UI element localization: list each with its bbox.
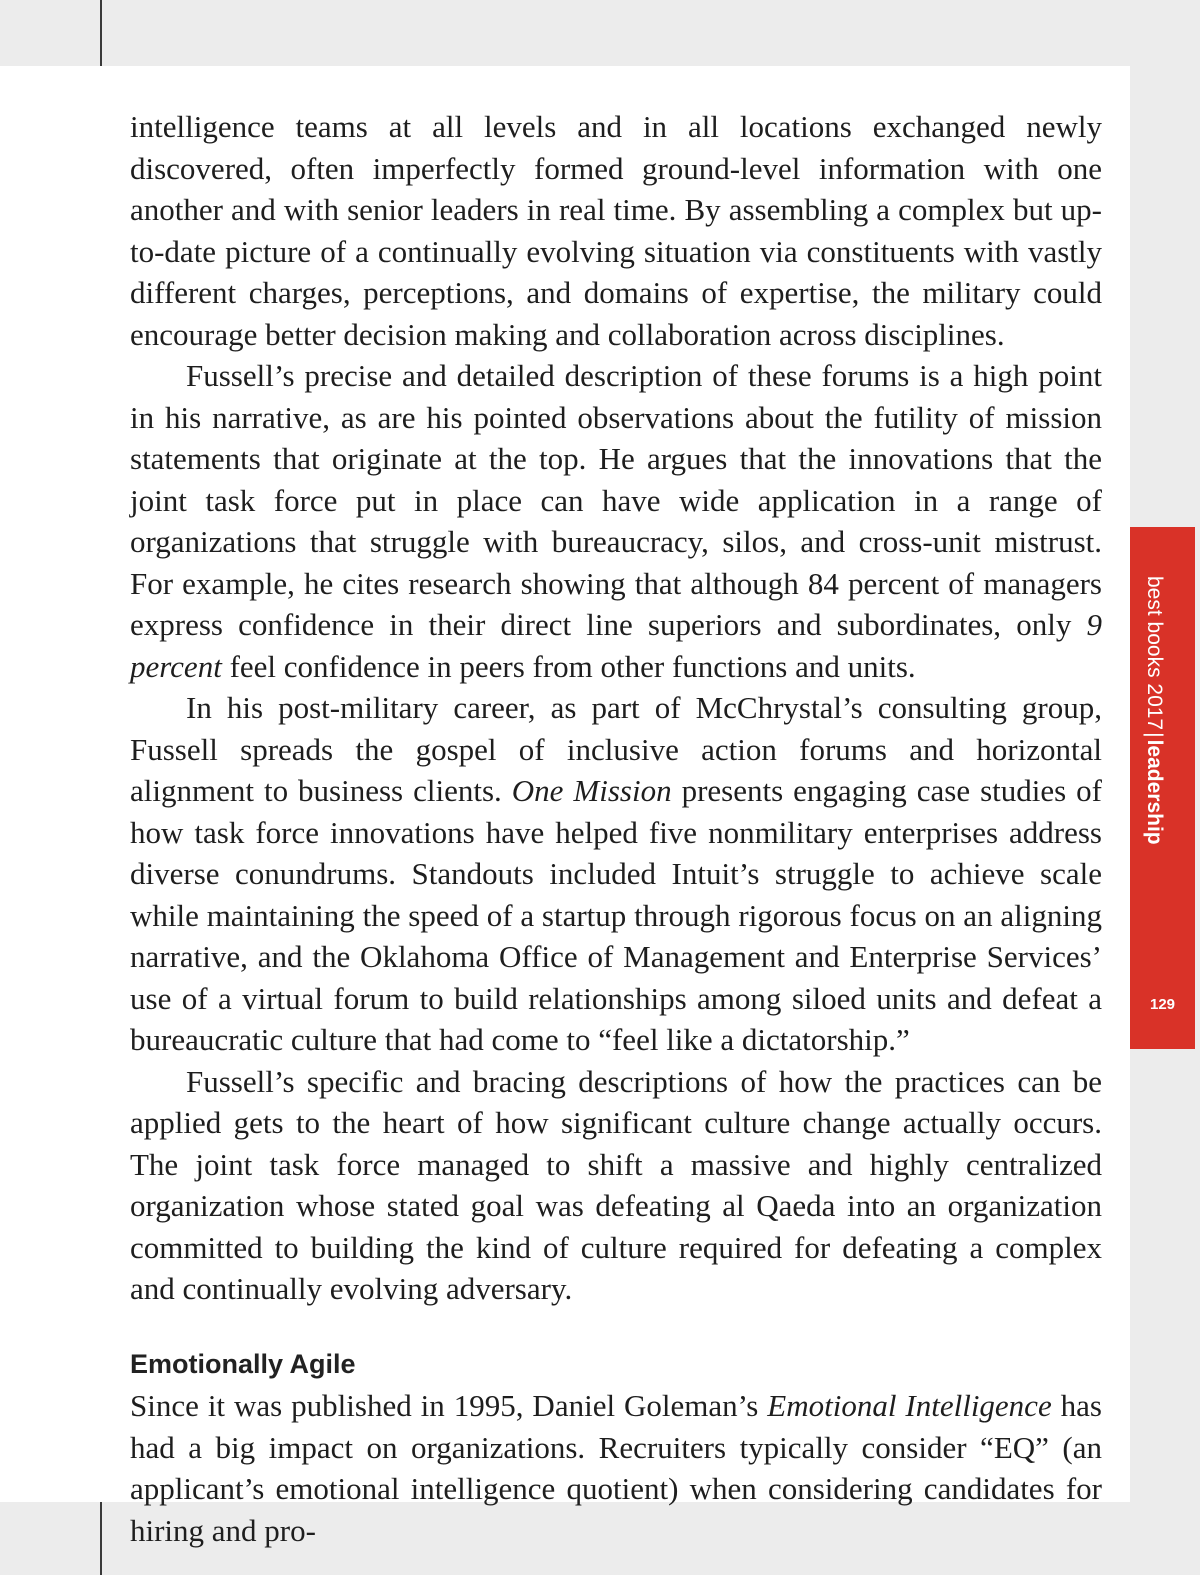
paragraph-3-text-before: In his post-military career, as part of McChrystal’s consulting group, Fussell spreads the gospel of inclusive action forums and horizontal alignment to business clients.	[130, 690, 1102, 808]
paragraph-2	[130, 355, 1102, 687]
section-paragraph	[130, 1385, 1102, 1551]
tab-label-category: leadership	[1143, 739, 1166, 845]
section-paragraph-text-after: has had a big impact on organizations. Recruiters typically consider “EQ” (an applicant’s emotional intelligence quotient) when considering candidates for hiring and pro-	[130, 1388, 1102, 1548]
body-text	[130, 106, 1102, 1551]
paragraph-1: intelligence teams at all levels and in all locations exchanged newly discovered, often imperfectly formed ground-level information with one another and with senior leaders in real time. By assembling a complex but up-to-date picture of a continually evolving situation via constituents with vastly different charges, perceptions, and domains of expertise, the military could encourage better decision making and collaboration across disciplines.	[130, 109, 1102, 352]
page-number: 129	[1149, 996, 1176, 1013]
section-heading: Emotionally Agile	[130, 1348, 356, 1379]
section-tab-label	[1144, 576, 1165, 845]
book-title-emotional-intelligence: Emotional Intelligence	[767, 1388, 1052, 1423]
tab-label-prefix: best books 2017	[1143, 576, 1166, 731]
paragraph-2-text-after: feel confidence in peers from other functions and units.	[221, 648, 916, 684]
paragraph-3	[130, 687, 1102, 1061]
paragraph-3-text-after: presents engaging case studies of how task force innovations have helped five nonmilitary enterprises address diverse conundrums. Standouts included Intuit’s struggle to achieve scale while maintaining the speed of a startup through rigorous focus on an aligning narrative, and the Oklahoma Office of Management and Enterprise Services’ use of a virtual forum to build relationships among siloed units and defeat a bureaucratic culture that had come to “feel like a dictatorship.”	[130, 773, 1102, 1057]
paragraph-2-text-before: Fussell’s precise and detailed description of these forums is a high point in his narrative, as are his pointed observations about the futility of mission statements that originate at the top. He argues that the innovations that the joint task force put in place can have wide application in a range of organizations that struggle with bureaucracy, silos, and cross-unit mistrust. For example, he cites research showing that although 84 percent of managers express confidence in their direct line superiors and subordinates, only	[130, 358, 1102, 642]
paragraph-4: Fussell’s specific and bracing descriptions of how the practices can be applied gets to the heart of how significant culture change actually occurs. The joint task force managed to shift a massive and highly centralized organization whose stated goal was defeating al Qaeda into an organization committed to building the kind of culture required for defeating a complex and continually evolving adversary.	[130, 1063, 1102, 1306]
section-paragraph-text-before: Since it was published in 1995, Daniel Goleman’s	[130, 1388, 768, 1423]
paragraph-2-emphasis: 9 percent	[130, 607, 1102, 684]
tab-label-separator: |	[1143, 732, 1166, 738]
book-title-one-mission: One Mission	[511, 773, 672, 808]
